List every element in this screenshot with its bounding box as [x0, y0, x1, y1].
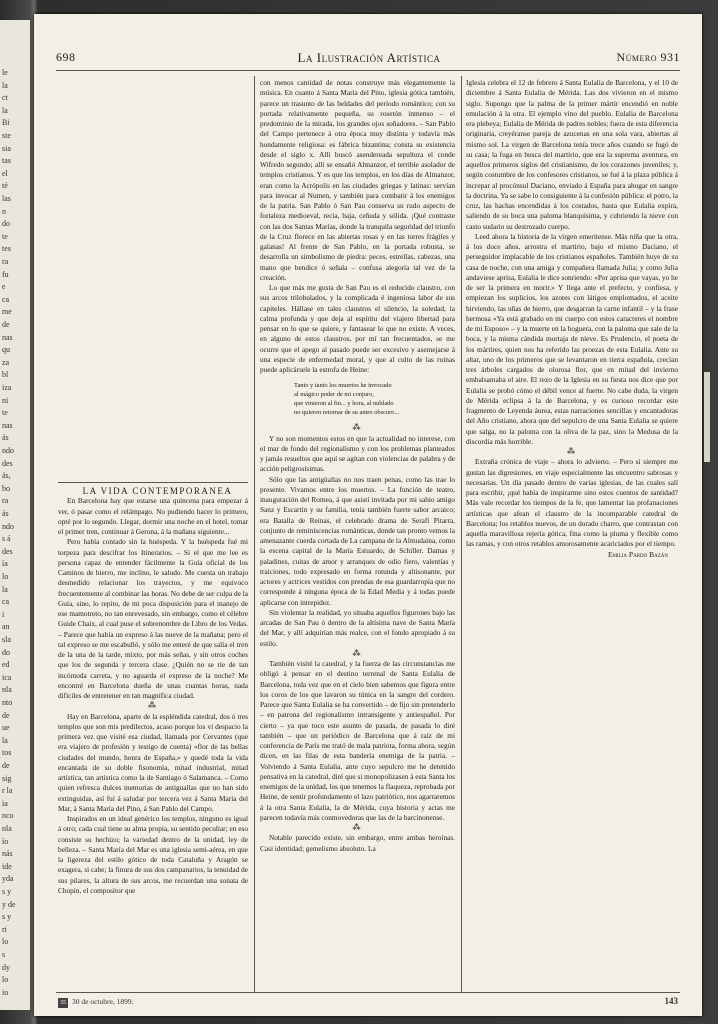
- paragraph: Lo que más me gusta de San Pau es el reducido claustro, con sus arcos trilobulados, y la complicada é ingeniosa labor de sus capiteles. Hállase en tales claustros el silencio, la soledad, la calma profunda y que deja al espíritu del viajero libertad para pensar en lo que se quiere, y fantasear lo que no existe. A veces, en alguno de estos claustros, por mí tan frecuentados, se me ocurre que el apego al pasado puede ser excesivo y asemejarse á una especie de enfermedad moral, y que al culto de las ruinas puede aplicársele la estrofa de Heine:: [260, 283, 455, 374]
- column-3: [466, 78, 678, 1008]
- previous-page-fragment: Bi: [2, 118, 10, 128]
- paragraph: También visité la catedral, y la fuerza de las circunstancias me obligó á pensar en el destino terrenal de Santa Eulalia de Barcelona, toda vez que en el cielo bien sabemos que figura entre los coros de los que lavaron su túnica en la sangre del cordero. Parece que Santa Eulalia se ha convertido – de fijo sin pretenderlo – en patrona del regionalismo intransigente y antiespañol. Por cierto – ya que toco este asunto de pasada, de pasada lo diré también – que un periódico de Barcelona que á raíz de mi conferencia de París me trató de mala patriota, forma ahora, según dicen, en las filas de esta bandería enemiga de la patria. – Volviendo á Santa Eulalia, ante cuyo sepulcro me he detenido pensativa en la catedral, diré que si monopolizasen á esta Santa los enemigos de la unidad, los que tenemos la flaqueza, reprobada por Heine, de sentir profundamente el lazo patriótico, nos agarraremos á la otra Santa Eulalia, la de Mérida, cuya historia y actas me parecen todavía más conmovedoras que las de la barcinonense.: [260, 659, 455, 822]
- section-separator: ⁂: [352, 423, 363, 433]
- previous-page-fragment: ste: [2, 131, 11, 140]
- previous-page-edge: [0, 20, 30, 1010]
- previous-page-fragment: tes: [2, 244, 11, 254]
- previous-page-fragment: ide: [2, 861, 12, 871]
- previous-page-fragment: tas: [2, 156, 11, 166]
- paragraph: Extraña crónica de viaje – ahora lo advierto. – Pero si siempre me gustan las digresiones, en viaje especialmente las encuentro sabrosas y necesarias. Un día pasado dentro de varias iglesias, de las cuales salí para escribir, ¡qué había de inspirarme sino estos cuentos de santidad? Más vale recordar los tiempos de la fe, que lamentar las profanaciones artísticas que afean el claustro de la incomparable catedral de Barcelona; los retablos nuevos, de un dorado charro, que contrastan con aquella maravillosa rejería gótica, fina como la pluma y flexible como las ramas, y con otros retablos amorosamente acariciados por el tiempo.: [466, 457, 678, 549]
- previous-page-fragment: las: [2, 194, 11, 203]
- previous-page-fragment: dy: [2, 962, 10, 972]
- previous-page-fragment: y de: [2, 899, 16, 909]
- previous-page-fragment: ás: [2, 509, 9, 518]
- previous-page-fragment: r la: [2, 786, 13, 796]
- footer-date: 30 de octubre, 1899.: [72, 997, 134, 1006]
- previous-page-fragment: lo: [2, 975, 9, 985]
- page-tab: [704, 372, 710, 462]
- previous-page-fragment: ct: [2, 93, 8, 103]
- previous-page-fragment: bl: [2, 370, 9, 380]
- previous-page-fragment: io: [2, 987, 9, 997]
- previous-page-fragment: nla: [2, 685, 12, 695]
- previous-page-fragment: fu: [2, 269, 9, 279]
- verse-line: al mágico poder de mi conjuro,: [294, 391, 374, 399]
- previous-page-fragment: sla: [2, 635, 11, 644]
- previous-page-fragment: n: [2, 206, 6, 216]
- previous-page-fragment: ás: [2, 433, 9, 443]
- previous-page-fragment: te: [2, 231, 8, 241]
- paragraph: Iglesia celebra el 12 de febrero á Santa Eulalia de Barcelona, y el 10 de diciembre á Santa Eulalia de Mérida. Las dos vivieron en el mismo siglo. Supongo que la palma de la primer mártir encendió en noble emulación á la otra. El ejemplo vino del pueblo. Eulalia de Barcelona era plebeya; Eulalia de Mérida de padres nobles; fuera de esta diferencia originaria, creyéranse pareja de azucenas en una sola vara, abiertas al mismo sol. La virgen de Barcelona tenía trece años cuando se fugó de su casa; la fuga en busca del martirio, que era la suprema aventura, en aquellos primeros siglos del cristianismo, de los corazones juveniles; y, según costumbre de los confesores cristianos, se fué á la plaza pública á increpar al procónsul Daciano, enviado á España para ahogar en sangre la doctrina. Ya se sabe lo consiguiente á la confesión pública: el potro, la cruz, las hachas encendidas á los costados, hasta que Eulalia expira, saliendo de su boca una paloma blanquísima, y cubriendo la nieve con casto sudario su destrozado cuerpo.: [466, 78, 678, 231]
- previous-page-fragment: ra: [2, 257, 9, 266]
- previous-page-fragment: tos: [2, 748, 12, 758]
- paragraph: Leed ahora la historia de la virgen emeritense. Más niña que la otra, á los doce años, arrostra el martirio, bajo el mismo Daciano, el perseguidor implacable de los cristianos españoles. También huye de su casa de noche, con una amiga y compañera llamada Julia; y como Julia andaviese aprisa, Eulalia le dice sonriendo: «Por aprisa que vayas, yo he de ser la primera en morir.» Y llega ante el prefecto, y confiesa, y empiezan los suplicios, los azotes con látigos emplomados, el aceite hirviendo, las uñas de hierro, que desgarran la carne infantil – y la frase hermosa «Ya está grabado en mi cuerpo con estos caracteres el nombre de mi Esposo» – y la muerte en la hoguera, con la paloma que sale de la boca, y la misma cándida mortaja de nieve. Es Prudencio, el poeta de los mártires, quien nos ha referido las proezas de esta Eulalia. Ante su altar, uno de los primeros que se levantaron en tierra española, crecían tres árboles cargados de olorosa flor, que en mitad del invierno embalsamaba el aire. El rezo de la Iglesia en su fiesta nos dice que por Eulalia se probó cómo el débil vence al fuerte. No cabe duda, la virgen de Mérida eclipsa á la de Barcelona, y es curioso recordar este fragmento de Leyenda áurea, estas narraciones sencillas y encantadoras del Año cristiano, ahora que del sepulcro de una Santa Eulalia se quiere que salga, no la paloma con la oliva de la paz, sino la Medusa de la discordia más horrible.: [466, 231, 678, 446]
- author-signature: Emilia Pardo Bazán: [608, 549, 668, 559]
- paragraph: Y no son momentos estos en que la actualidad no interese, con el mar de fondo del regionalismo y con los problemas planteados y jamás resueltos que aquí se agitan con violencias de palabra y de acción peligrosísimas.: [260, 433, 455, 474]
- page-number: 698: [56, 50, 76, 64]
- previous-page-fragment: ia: [2, 798, 8, 808]
- section-title: LA VIDA CONTEMPORANEA: [82, 486, 233, 496]
- previous-page-fragment: la: [2, 584, 8, 594]
- previous-page-fragment: ío: [2, 836, 9, 846]
- previous-page-fragment: ca: [2, 294, 10, 304]
- issue-number: Número 931: [616, 50, 680, 64]
- column-2: [260, 78, 455, 1008]
- previous-page-fragment: ndo: [2, 446, 14, 455]
- previous-page-fragment: e: [2, 282, 6, 292]
- previous-page-fragment: lo: [2, 572, 9, 581]
- previous-page-fragment: la: [2, 735, 8, 745]
- previous-page-fragment: de: [2, 710, 10, 720]
- verse-line: que vinieron al fin... y hora, al nublado: [294, 400, 394, 408]
- section-separator: ⁂: [352, 648, 363, 658]
- paragraph: con menos cantidad de notas construye más elegantemente la música. En cuanto á Santa María del Pino, iglesia gótica también, parece un trasunto de las beldades del período romántico; con su portada relativamente pequeña, su rosetón inmenso – el predominio de la mirada, los grandes ojos soñadores. – San Pablo del Campo pertenece á otra época muy distinta y todavía más hondamente religiosa: es fábrica bizantina; consta su existencia desde el siglo x. Allí buscó asendereada sepultura el conde Wifredo segundo; allí se ensañó Almanzor, el terrible asolador de templos cristianos. Y es que los templos, en los días de Almanzor, eran como la Acrópolis en las ciudades griegas y latinas: servían para invocar al Numen, y también para combatir á los enemigos de la patria. San Pablo ó San Pau conserva su rudo aspecto de fortaleza medioeval, recia, baja, ceñuda y sólida. ¡Qué contraste con las dos Santas Marías, donde la tranquila seguridad del triunfo de la Cruz florece en las abiertas rosas y en las torres frágiles y galanas! Al frente de San Pablo, en la portada robusta, se desarrolla un simbolismo de piedra: peces, estrellas, cabezas, una mano que bendice ó señala – confusa alegoría tal vez de la creación.: [260, 78, 455, 282]
- previous-page-fragment: de: [2, 320, 10, 329]
- previous-page-fragment: s y: [2, 887, 12, 896]
- verse-line: no quieren retornar de su antro obscuro...: [294, 409, 400, 417]
- previous-page-fragment: el: [2, 168, 8, 178]
- previous-page-fragment: de: [2, 761, 10, 770]
- column-1: [58, 78, 248, 1008]
- column-rule-2: [461, 76, 462, 992]
- previous-page-fragment: za: [2, 357, 10, 367]
- previous-page-fragment: ía: [2, 559, 8, 569]
- previous-page-fragment: ndo: [2, 521, 14, 531]
- paragraph: Sin violentar la realidad, yo situaba aquellos figurones bajo las arcadas de San Pau ó dentro de la altísima nave de Santa María del Mar, y allí adquirían más realce, con el fondo apropiado á su estilo.: [260, 607, 455, 648]
- section-separator: ⁂: [352, 823, 363, 832]
- previous-page-fragment: ed: [2, 660, 10, 670]
- previous-page-fragment: nto: [2, 698, 13, 707]
- magazine-page: [34, 14, 702, 1016]
- footer-logo: 35: [60, 1000, 66, 1006]
- previous-page-fragment: ni: [2, 395, 9, 405]
- previous-page-fragment: ri: [2, 924, 7, 934]
- previous-page-fragment: sig: [2, 773, 12, 783]
- previous-page-fragment: yda: [2, 874, 14, 884]
- previous-page-fragment: la: [2, 80, 8, 90]
- previous-page-fragment: s y: [2, 912, 12, 922]
- previous-page-fragment: té: [2, 181, 8, 191]
- previous-page-fragment: ica: [2, 672, 12, 682]
- previous-page-fragment: nás: [2, 849, 13, 859]
- poem-quote: [260, 381, 455, 417]
- previous-page-fragment: nas: [2, 332, 13, 342]
- previous-page-fragment: nas: [2, 420, 13, 430]
- previous-page-fragment: ra: [2, 496, 9, 506]
- section-separator: ⁂: [148, 701, 158, 711]
- previous-page-fragment: nco: [2, 811, 14, 821]
- previous-page-fragment: nla: [2, 824, 12, 833]
- previous-page-fragment: lo: [2, 937, 9, 947]
- previous-page-fragment: le: [2, 68, 8, 77]
- verse-line: Tanto y tanto los muertos he invocado: [294, 382, 392, 390]
- previous-page-fragment: s: [2, 950, 6, 959]
- paragraph: Notable parecido existe, sin embargo, entre ambas heroínas. Casi identidad; gemelismo absoluto. La: [260, 833, 455, 853]
- column-rule-1: [254, 76, 255, 992]
- previous-page-fragment: sia: [2, 143, 11, 153]
- previous-page-fragment: bo: [2, 483, 10, 493]
- paragraph: Hay en Barcelona, aparte de la espléndida catedral, dos ó tres templos que son mis predilectos, acaso porque los ví despacio la primera vez que visité esa ciudad, llamada por Cervantes (que era viajero de profesión y testigo de cuenta) «flor de las bellas ciudades del mundo, honra de España,» y quedé toda la vida encantada de su doble fisonomía, mitad industrial, mitad artística, tan artística como la de Santiago ó Salamanca. – Como quien refresca dulces memorias de antiguallas que no han sido extinguidas, así fuí á saludar por tercera vez á Santa María del Mar, á Santa María del Pino, á San Pablo del Campo.: [58, 711, 248, 813]
- previous-page-fragment: ás,: [2, 471, 11, 481]
- previous-page-fragment: la: [2, 105, 8, 115]
- previous-page-fragment: des: [2, 546, 13, 556]
- previous-page-fragment: do: [2, 647, 10, 657]
- paragraph: Sólo que las antigüallas no nos traen penas, como las trae lo presente. Vivamos entre los muertos. – La función de teatro, inauguración del Romea, á que asistí invitada por mi sabio amigo Sanz y Escartín y su familia, tenía también fuerte sabor arcaico; era Batalla de Reinas, el celebrado drama de Serafí Pitarra, conjunto de reminiscencias románticas, donde tan pronto vemos la amenazante cuerda cortada de La campana de la Almudaina, como la escena capital de la María Estuardo, de Schiller. Damas y paladines, cuitas de amor y arranques de odio fiero, valentías y traiciones, todo expresado en forma rotunda y altisonante, por actores y actrices vestidos con prendas de esa guardarropía que no corresponde á ninguna época de la Edad Media y á todas puede aplicarse con intrepidez.: [260, 474, 455, 607]
- previous-page-fragment: me: [2, 307, 12, 317]
- paragraph: Inspirados en un ideal genérico los templos, ninguno es igual á otro; cada cual tiene su alma propia, su sentido peculiar; en eso consiste su hechizo; la variedad dentro de la unidad, ley de belleza. – Santa María del Mar es una iglesia semi-aérea, en que la ligereza del estilo gótico de toda Cataluña y Aragón se exagera, si cabe; la finura de sus dos campanarios, la tenuidad de sus pilares, la altura de sus arcos, me recuerdan una sonata de Chopin, el compositor que: [58, 814, 248, 895]
- previous-page-fragment: do: [2, 219, 10, 229]
- footer-page-number: 143: [664, 996, 678, 1006]
- section-separator: ⁂: [567, 447, 577, 456]
- paragraph: En Barcelona hay que estarse una quincena para empezar á ver, ó pasar como el relámpago. No pudiendo hacer lo primero, opté por lo segundo. Llegar, dormir una noche en el hotel, tomar el primer tren, continuar á Gerona, á la mañana siguiente...: [58, 496, 248, 536]
- previous-page-fragment: qu: [2, 345, 10, 355]
- previous-page-fragment: s á: [2, 534, 11, 544]
- previous-page-fragment: ca: [2, 597, 10, 607]
- previous-page-fragment: an: [2, 622, 10, 632]
- publication-title: La Ilustración Artística: [297, 50, 441, 65]
- previous-page-fragment: ue: [2, 723, 10, 733]
- previous-page-fragment: i: [2, 609, 5, 619]
- header-rule: [56, 70, 680, 71]
- previous-page-fragment: iza: [2, 383, 12, 392]
- previous-page-fragment: te: [2, 408, 8, 418]
- previous-page-fragment: des: [2, 458, 13, 468]
- paragraph: Pero había contado sin la huéspeda. Y la huéspeda fué mi torpeza para descifrar los Itinerarios. – Si el que me lee es persona capaz de entender fácilmente la Guía oficial de los Caminos de hierro, me inclino, le saludo. Me cuesta un trabajo desmedido relacionar los trayectos, y me equivoco frecuentemente al combinar las horas. No debe de ser culpa de la Guía, sino, lo repito, de mi poca disposición para el manejo de ese mamotreto, no tan enrevesado, sin embargo, como el célebre Guide Chaix, al cual puse el sobrenombre de Libro de los Vedas. – Parece que había un expreso á las nueve de la mañana; pero el tal expreso se me escabulló, y sólo me enteré de que salía el tren de la una de la tarde, mixto, por más señas, y sin otros coches que los de segunda y tercera clase. ¿Quién no se ríe de tan incómoda carreta, y no aguarda el expreso de la noche? Me encontré en Barcelona dueña de unas cuantas horas, nada difíciles de entretener en tan magnífica ciudad.: [58, 537, 248, 700]
